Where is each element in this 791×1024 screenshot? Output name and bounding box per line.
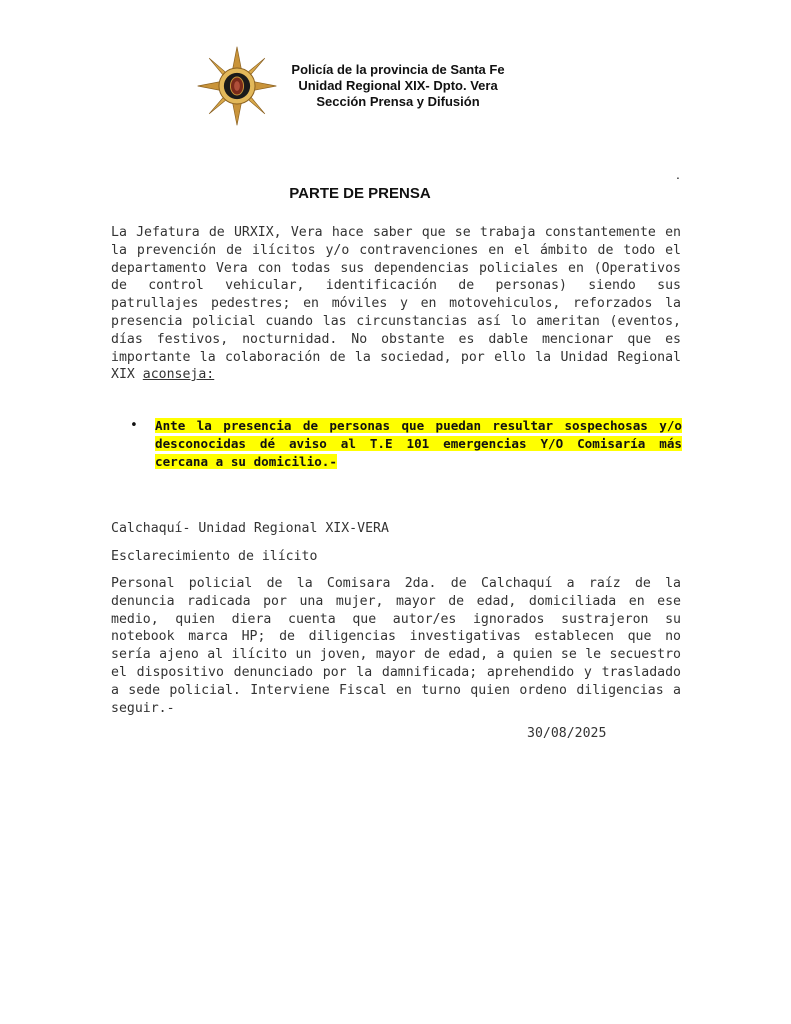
intro-text: La Jefatura de URXIX, Vera hace saber que se trabaja constantemente en la prevención de ilícitos y/o contravenciones en el ámbito de todo el departamento Vera con todas sus dependencias policiales en (Operativos de control vehicular, identificación de personas) siendo sus patrullajes pedestres; en móviles y en motovehiculos, reforzados la presencia policial cuando las circunstancias así lo ameritan (eventos, días festivos, nocturnidad. No obstante es dable mencionar que es importante la colaboración de la sociedad, por ello la Unidad Regional XIX: [111, 225, 681, 383]
report-body: Personal policial de la Comisara 2da. de Calchaquí a raíz de la denuncia radicada por una mujer, mayor de edad, domiciliada en ese medio, quien diera cuenta que autor/es ignorados sustrajeron su notebook marca HP; de diligencias investigativas establecen que no sería ajeno al ilícito un joven, mayor de edad, a quien se le secuestro el dispositivo denunciado por la damnificada; aprehendido y trasladado a sede policial. Interviene Fiscal en turno quien ordeno diligencias a seguir.-: [111, 576, 681, 716]
report-date: 30/08/2025: [527, 726, 607, 741]
header-line-section: Sección Prensa y Difusión: [316, 94, 480, 109]
document-title: PARTE DE PRENSA: [289, 185, 431, 202]
bullet-point: •: [130, 418, 138, 433]
intro-paragraph: [111, 224, 681, 384]
advice-text: [155, 417, 682, 470]
advice-highlighted-text: Ante la presencia de personas que puedan resultar sospechosas y/o desconocidas dé aviso al T.E 101 emergencias Y/O Comisaría más cercana a su domicilio.-: [155, 418, 682, 469]
top-right-mark: .: [676, 166, 680, 182]
intro-underlined-word: aconseja:: [142, 367, 215, 383]
header-line-province: Policía de la provincia de Santa Fe: [291, 62, 505, 77]
header-line-unit: Unidad Regional XIX- Dpto. Vera: [298, 78, 498, 93]
report-location: Calchaquí- Unidad Regional XIX-VERA: [111, 521, 389, 536]
institution-header: [278, 62, 518, 110]
report-subject: Esclarecimiento de ilícito: [111, 549, 318, 564]
police-star-badge-logo: [196, 45, 278, 127]
